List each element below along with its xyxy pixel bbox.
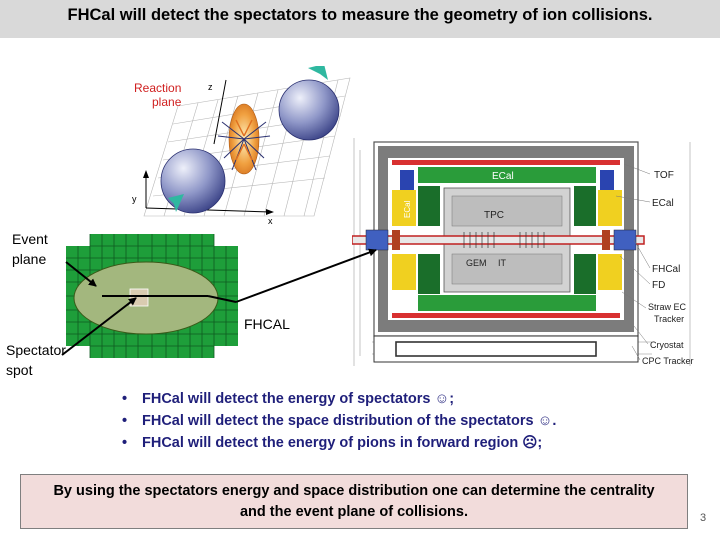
- tof-label: TOF: [654, 170, 674, 181]
- it-label: IT: [498, 258, 506, 268]
- summary-line-2: and the event plane of collisions.: [239, 504, 468, 520]
- cryostat-label: Cryostat: [650, 340, 684, 350]
- page-number: 3: [700, 512, 707, 524]
- arrow-spectator-spot: [62, 298, 136, 355]
- bullet-text: FHCal will detect the space distribution of the spectators ☺.: [142, 413, 557, 429]
- bullet-item: [122, 410, 682, 432]
- ecal-top-label: ECal: [492, 171, 514, 182]
- straw-label-1: Straw EC: [648, 302, 687, 312]
- axis-z-label: z: [208, 82, 213, 92]
- cpc-label: CPC Tracker: [642, 356, 694, 366]
- bullet-text: FHCal will detect the energy of spectators ☺;: [142, 391, 455, 407]
- bullet-item: [122, 388, 682, 410]
- spectator-spot-label-1: Spectator: [6, 342, 66, 358]
- bullet-list: [122, 388, 682, 454]
- bullet-text: FHCal will detect the energy of pions in forward region ☹;: [142, 435, 543, 451]
- event-plane-label-2: plane: [12, 251, 47, 267]
- gem-label: GEM: [466, 258, 487, 268]
- bullet-icon: •: [122, 435, 128, 451]
- event-plane-label-1: Event: [12, 231, 48, 247]
- bullet-item: [122, 432, 682, 454]
- straw-label-2: Tracker: [654, 314, 685, 324]
- page-title: FHCal will detect the spectators to measure the geometry of ion collisions.: [67, 6, 653, 24]
- summary-line-1: By using the spectators energy and space distribution one can determine the centrality: [53, 483, 655, 499]
- ecal-right-label: ECal: [652, 198, 674, 209]
- summary-box: [20, 474, 688, 529]
- ecal-side-label: ECal: [403, 200, 412, 218]
- reaction-plane-label-2: plane: [152, 95, 182, 109]
- arrow-fhcal-detector: [236, 250, 376, 302]
- spectator-spot-label-2: spot: [6, 362, 33, 378]
- fhcal-label: FHCAL: [244, 316, 290, 332]
- axis-x-label: x: [268, 216, 273, 226]
- fd-label: FD: [652, 280, 666, 291]
- fhcal-detector-label: FHCal: [652, 264, 681, 275]
- tpc-label: TPC: [484, 210, 504, 221]
- arrow-fhcal-mid: [208, 296, 236, 302]
- arrow-event-plane: [66, 262, 96, 286]
- reaction-plane-label-1: Reaction: [134, 81, 182, 95]
- bullet-icon: •: [122, 413, 128, 429]
- bullet-icon: •: [122, 391, 128, 407]
- axis-y-label: y: [132, 194, 137, 204]
